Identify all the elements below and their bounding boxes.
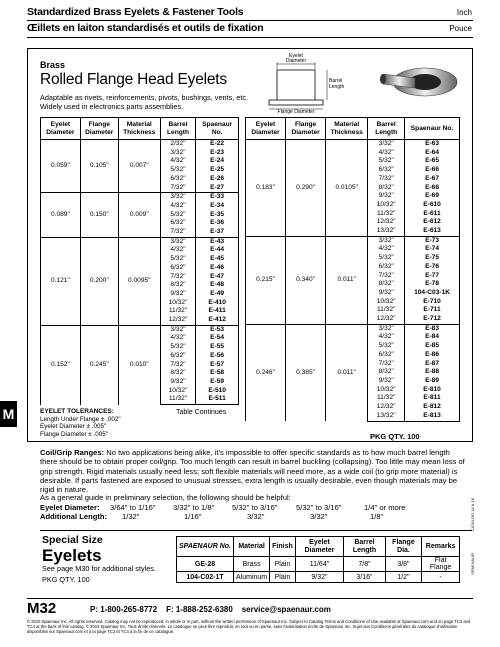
part-number-cell: E-88 [405, 368, 460, 377]
header-divider [27, 20, 473, 21]
table-row [41, 237, 239, 246]
coil-grip-paragraph [40, 448, 465, 494]
part-number-cell: E-56 [196, 352, 239, 361]
special-eyelets-title: Eyelets [42, 546, 102, 565]
product-description [40, 93, 270, 111]
barrel-length-cell: 12/32" [368, 315, 405, 324]
thick-cell: 0.009" [118, 193, 160, 238]
barrel-length-cell: 5/32" [160, 343, 196, 352]
part-number-cell: E-33 [196, 193, 239, 202]
barrel-length-cell: 5/32" [368, 254, 405, 263]
special-see-page: See page M30 for additional styles. [42, 564, 156, 573]
diagram-label-eyelet: Eyelet [289, 53, 303, 59]
barrel-length-cell: 2/32" [160, 140, 196, 149]
special-eyelets-table [176, 536, 460, 583]
guide-length-3: 3/32" [247, 512, 265, 521]
barrel-length-cell: 9/32" [368, 377, 405, 386]
part-number-cell: E-44 [196, 246, 239, 255]
barrel-length-cell: 3/32" [160, 237, 196, 246]
header-title-en: Standardized Brass Eyelets & Fastener Tools [27, 6, 244, 18]
special-cell: 1/2" [385, 572, 421, 583]
table-continues-note: Table Continues [176, 409, 227, 416]
barrel-length-cell: 9/32" [160, 290, 196, 299]
part-number-cell: E-86 [405, 351, 460, 360]
barrel-length-cell: 11/32" [368, 306, 405, 315]
special-cell: Aluminum [234, 572, 270, 583]
barrel-length-cell: 3/32" [368, 140, 405, 149]
eyelet-cell: 0.089" [41, 193, 81, 238]
part-number-cell: E-84 [405, 333, 460, 342]
barrel-length-cell: 13/32" [368, 412, 405, 421]
part-number-cell: E-49 [196, 290, 239, 299]
part-number-cell: E-58 [196, 369, 239, 378]
special-cell: GE-28 [177, 557, 234, 572]
barrel-length-cell: 11/32" [160, 307, 196, 316]
part-number-cell: E-76 [405, 263, 460, 272]
part-number-cell: E-511 [196, 395, 239, 404]
diagram-label-eyelet-2: Diameter [285, 58, 307, 64]
eyelet-photo-barrel-end [380, 74, 386, 84]
barrel-length-cell: 5/32" [368, 157, 405, 166]
special-col-finish: Finish [270, 537, 296, 557]
guide-length-1: 1/32" [122, 512, 140, 521]
thick-cell: 0.010" [118, 325, 160, 404]
part-number-cell: E-78 [405, 280, 460, 289]
barrel-length-cell: 10/32" [368, 386, 405, 395]
barrel-length-cell: 6/32" [160, 352, 196, 361]
barrel-length-cell: 5/32" [160, 255, 196, 264]
barrel-length-cell: 10/32" [368, 298, 405, 307]
barrel-length-cell: 12/32" [368, 218, 405, 227]
barrel-length-cell: 3/32" [160, 193, 196, 202]
part-number-cell: E-35 [196, 211, 239, 220]
part-number-cell: E-89 [405, 377, 460, 386]
flange-cell: 0.385" [286, 324, 326, 421]
part-number-cell: E-410 [196, 299, 239, 308]
guide-eyelet-4: 5/32" to 3/16" [296, 503, 342, 512]
barrel-length-cell: 11/32" [368, 394, 405, 403]
eyelet-table-right [245, 117, 460, 422]
guide-length-label: Additional Length: [40, 512, 108, 521]
barrel-length-cell: 13/32" [368, 227, 405, 236]
header-title-fr: Œillets en laiton standardisés et outils de fixation [27, 22, 264, 34]
side-brand-text: SPAENAUR [470, 553, 475, 575]
eyelet-cell: 0.246" [246, 324, 286, 421]
part-number-cell: E-77 [405, 272, 460, 281]
flange-cell: 0.105" [80, 140, 118, 193]
barrel-length-cell: 6/32" [160, 264, 196, 273]
part-number-cell: E-64 [405, 149, 460, 158]
special-cell: Plain [270, 557, 296, 572]
part-number-cell: E-69 [405, 192, 460, 201]
col-flange-diameter: Flange Diameter [80, 118, 118, 140]
barrel-length-cell: 7/32" [160, 273, 196, 282]
table-row [41, 325, 239, 334]
part-number-cell: E-812 [405, 403, 460, 412]
guide-eyelet-1: 3/64" to 1/16" [110, 503, 156, 512]
barrel-length-cell: 6/32" [160, 175, 196, 184]
thick-cell: 0.007" [118, 140, 160, 193]
barrel-length-cell: 9/32" [160, 378, 196, 387]
barrel-length-cell: 4/32" [368, 333, 405, 342]
header-divider-2 [27, 37, 473, 38]
part-number-cell: E-45 [196, 255, 239, 264]
barrel-length-cell: 3/32" [160, 325, 196, 334]
barrel-length-cell: 8/32" [160, 369, 196, 378]
col-eyelet-diameter: Eyelet Diameter [246, 118, 286, 140]
part-number-cell: E-37 [196, 228, 239, 237]
col-flange-diameter: Flange Diameter [286, 118, 326, 140]
product-title: Rolled Flange Head Eyelets [40, 71, 227, 88]
thick-cell: 0.011" [326, 324, 368, 421]
header-unit-fr: Pouce [449, 24, 472, 33]
barrel-length-cell: 4/32" [368, 245, 405, 254]
part-number-cell: E-26 [196, 175, 239, 184]
barrel-length-cell: 11/32" [160, 395, 196, 404]
part-number-cell: E-85 [405, 342, 460, 351]
special-cell: 11/64" [295, 557, 343, 572]
tolerance-eyelet: Eyelet Diameter ± .005" [40, 423, 107, 430]
flange-cell: 0.200" [80, 237, 118, 325]
guide-length-4: 3/32" [310, 512, 328, 521]
special-size-heading: Special Size [42, 534, 103, 546]
thick-cell: 0.0095" [118, 237, 160, 325]
barrel-length-cell: 4/32" [160, 157, 196, 166]
special-table-header [177, 537, 460, 557]
barrel-length-cell: 9/32" [368, 289, 405, 298]
barrel-length-cell: 10/32" [368, 201, 405, 210]
barrel-length-cell: 7/32" [160, 361, 196, 370]
guide-eyelet-2: 3/32" to 1/8" [173, 503, 215, 512]
part-number-cell: E-65 [405, 157, 460, 166]
barrel-length-cell: 7/32" [368, 272, 405, 281]
special-col-flange: Flange Dia. [385, 537, 421, 557]
part-number-cell: E-75 [405, 254, 460, 263]
special-cell: 104-C02-1T [177, 572, 234, 583]
special-cell: Brass [234, 557, 270, 572]
legal-text: © 2015 Spaenaur Inc. All rights reserved. Catalog may not be reproduced, in whole or in part, without the written permission of Spaenaur Inc. Subject to Catalog Terms and Conditions of Use available at Spaenaur.com and on page TC3 and TC4 at the back of this catalog. © 2015 Spaenaur Inc. Tous droits réservés. Le catalogue ne peut être reproduit, en tout ou en partie, sans l'autorisation écrite de Spaenaur Inc. Sujet aux Conditions générales du catalogue d'utilisation disponibles sur Spaenaur.com et à la page TC3 et TC4 à la fin de ce catalogue. [27, 619, 471, 634]
part-number-cell: E-811 [405, 394, 460, 403]
phone-label: P: [90, 605, 98, 614]
page-number: M32 [27, 600, 57, 617]
part-number-cell: E-47 [196, 273, 239, 282]
col-spaenaur-no: Spaenaur No. [196, 118, 239, 140]
guide-length-5: 1/8" [370, 512, 384, 521]
special-col-material: Material [234, 537, 270, 557]
flange-cell: 0.290" [286, 140, 326, 237]
barrel-length-cell: 11/32" [368, 210, 405, 219]
tolerance-length: Length Under Flange ± .002" [40, 415, 121, 423]
barrel-length-cell: 6/32" [160, 219, 196, 228]
special-size-divider [40, 530, 472, 531]
side-catalog-text: CATALOG 14 & 16 [470, 498, 475, 532]
barrel-length-cell: 6/32" [368, 166, 405, 175]
special-col-remarks: Remarks [422, 537, 460, 557]
barrel-length-cell: 10/32" [160, 387, 196, 396]
table-header-row [246, 118, 460, 140]
flange-cell: 0.150" [80, 193, 118, 238]
guide-eyelet-3: 5/32" to 3/16" [232, 503, 278, 512]
fax-number: 1-888-252-6380 [175, 605, 233, 614]
special-cell: 9/32" [295, 572, 343, 583]
eyelet-cell: 0.215" [246, 236, 286, 324]
barrel-length-cell: 7/32" [368, 360, 405, 369]
special-pkg-qty: PKG QTY. 100 [42, 575, 90, 584]
barrel-length-cell: 4/32" [368, 149, 405, 158]
table-row [246, 140, 460, 149]
special-cell: Plain [270, 572, 296, 583]
barrel-length-cell: 5/32" [160, 211, 196, 220]
barrel-length-cell: 7/32" [160, 228, 196, 237]
barrel-length-cell: 4/32" [160, 334, 196, 343]
barrel-length-cell: 3/32" [160, 149, 196, 158]
barrel-length-cell: 8/32" [368, 184, 405, 193]
part-number-cell: E-67 [405, 175, 460, 184]
col-barrel-length: Barrel Length [160, 118, 196, 140]
barrel-length-cell: 5/32" [160, 166, 196, 175]
col-material-thickness: Material Thickness [118, 118, 160, 140]
header-unit-en: Inch [456, 8, 472, 17]
part-number-cell: E-24 [196, 157, 239, 166]
flange-cell: 0.340" [286, 236, 326, 324]
coil-grip-heading: Coil/Grip Ranges: [40, 448, 105, 457]
guide-length-2: 1/16" [184, 512, 202, 521]
eyelet-cell: 0.152" [41, 325, 81, 404]
barrel-length-cell: 8/32" [160, 281, 196, 290]
special-cell: 3/8" [385, 557, 421, 572]
special-cell: - [422, 572, 460, 583]
part-number-cell: E-610 [405, 201, 460, 210]
barrel-length-cell: 8/32" [368, 280, 405, 289]
eyelet-cell: 0.183" [246, 140, 286, 237]
part-number-cell: E-66 [405, 166, 460, 175]
special-cell: 7/8" [344, 557, 386, 572]
special-cell: Flat Flange [422, 557, 460, 572]
part-number-cell: E-810 [405, 386, 460, 395]
table-row [41, 193, 239, 202]
barrel-length-cell: 8/32" [368, 368, 405, 377]
col-material-thickness: Material Thickness [326, 118, 368, 140]
section-tab-m[interactable]: M [0, 401, 17, 427]
part-number-cell: E-611 [405, 210, 460, 219]
part-number-cell: E-34 [196, 202, 239, 211]
diagram-label-flange: Flange Diameter [277, 109, 315, 114]
part-number-cell: E-63 [405, 140, 460, 149]
part-number-cell: E-53 [196, 325, 239, 334]
part-number-cell: E-23 [196, 149, 239, 158]
table-row [41, 140, 239, 149]
email-link[interactable]: service@spaenaur.com [241, 605, 331, 614]
part-number-cell: E-22 [196, 140, 239, 149]
part-number-cell: E-710 [405, 298, 460, 307]
product-material: Brass [40, 60, 66, 70]
barrel-length-cell: 10/32" [160, 299, 196, 308]
pkg-qty: PKG QTY. 100 [370, 432, 420, 441]
tolerances-title: EYELET TOLERANCES: [40, 408, 114, 415]
footer-contact [90, 605, 331, 614]
table-row [177, 572, 460, 583]
table-row [177, 557, 460, 572]
part-number-cell: E-55 [196, 343, 239, 352]
product-description-line-1: Adaptable as rivets, reinforcements, pivots, bushings, vents, etc. [40, 93, 249, 102]
eyelet-table-left [40, 117, 239, 405]
eyelet-cell: 0.059" [41, 140, 81, 193]
part-number-cell: E-68 [405, 184, 460, 193]
special-col-no: SPAENAUR No. [177, 537, 234, 557]
part-number-cell: E-412 [196, 316, 239, 325]
col-barrel-length: Barrel Length [368, 118, 405, 140]
barrel-length-cell: 3/32" [368, 324, 405, 333]
tolerance-flange: Flange Diameter ± .005" [40, 430, 108, 438]
part-number-cell: E-712 [405, 315, 460, 324]
part-number-cell: E-43 [196, 237, 239, 246]
barrel-length-cell: 6/32" [368, 263, 405, 272]
barrel-length-cell: 3/32" [368, 236, 405, 245]
special-col-eyelet: Eyelet Diameter [295, 537, 343, 557]
eyelet-tolerances [40, 408, 121, 438]
diagram-label-barrel: Barrel [329, 78, 343, 84]
part-number-cell: E-46 [196, 264, 239, 273]
col-spaenaur-no: Spaenaur No. [405, 118, 460, 140]
barrel-length-cell: 9/32" [368, 192, 405, 201]
phone-number: 1-800-265-8772 [100, 605, 158, 614]
thick-cell: 0.011" [326, 236, 368, 324]
col-eyelet-diameter: Eyelet Diameter [41, 118, 81, 140]
barrel-length-cell: 6/32" [368, 351, 405, 360]
special-cell: 3/16" [344, 572, 386, 583]
fax-label: F: [166, 605, 174, 614]
eyelet-table-left-body [41, 140, 239, 405]
part-number-cell: E-73 [405, 236, 460, 245]
part-number-cell: E-411 [196, 307, 239, 316]
special-col-barrel: Barrel Length [344, 537, 386, 557]
diagram-label-barrel-2: Length [329, 84, 345, 90]
part-number-cell: E-27 [196, 184, 239, 193]
part-number-cell: E-25 [196, 166, 239, 175]
barrel-length-cell: 4/32" [160, 202, 196, 211]
guide-eyelet-label: Eyelet Diameter: [40, 503, 100, 512]
eyelet-diagram [255, 52, 465, 114]
part-number-cell: E-510 [196, 387, 239, 396]
part-number-cell: E-59 [196, 378, 239, 387]
part-number-cell: E-612 [405, 218, 460, 227]
part-number-cell: E-54 [196, 334, 239, 343]
barrel-length-cell: 7/32" [160, 184, 196, 193]
barrel-length-cell: 4/32" [160, 246, 196, 255]
part-number-cell: E-57 [196, 361, 239, 370]
thick-cell: 0.0105" [326, 140, 368, 237]
eyelet-table-right-body [246, 140, 460, 422]
eyelet-cell: 0.121" [41, 237, 81, 325]
part-number-cell: E-813 [405, 412, 460, 421]
part-number-cell: E-74 [405, 245, 460, 254]
part-number-cell: E-87 [405, 360, 460, 369]
table-row [246, 324, 460, 333]
product-description-line-2: Widely used in electronics parts assemblies. [40, 102, 184, 111]
barrel-length-cell: 12/32" [368, 403, 405, 412]
barrel-length-cell: 7/32" [368, 175, 405, 184]
part-number-cell: E-613 [405, 227, 460, 236]
table-header-row [41, 118, 239, 140]
part-number-cell: E-48 [196, 281, 239, 290]
table-row [246, 236, 460, 245]
part-number-cell: E-711 [405, 306, 460, 315]
barrel-length-cell: 5/32" [368, 342, 405, 351]
guide-intro: As a general guide in preliminary selection, the following should be helpful: [40, 493, 291, 502]
part-number-cell: E-36 [196, 219, 239, 228]
part-number-cell: 104-C03-1K [405, 289, 460, 298]
footer-divider [27, 598, 473, 599]
part-number-cell: E-83 [405, 324, 460, 333]
coil-grip-text: No two applications being alike, it's impossible to offer specific standards as to how much barrel length there should be to obtain proper coil/grip. Too much length can result in barrel buckling (collapsing). Too little may mean loss of grip strength. Rigid materials usually need less; soft flexible materials will need more, as a wide coil (to grip more material) is desirable. If parts fastened are exposed to unusual stresses, extra length is usually desirable, even though materials may be rigid in nature. [40, 448, 465, 495]
flange-cell: 0.245" [80, 325, 118, 404]
barrel-length-cell: 12/32" [160, 316, 196, 325]
guide-eyelet-5: 1/4" or more [364, 503, 406, 512]
